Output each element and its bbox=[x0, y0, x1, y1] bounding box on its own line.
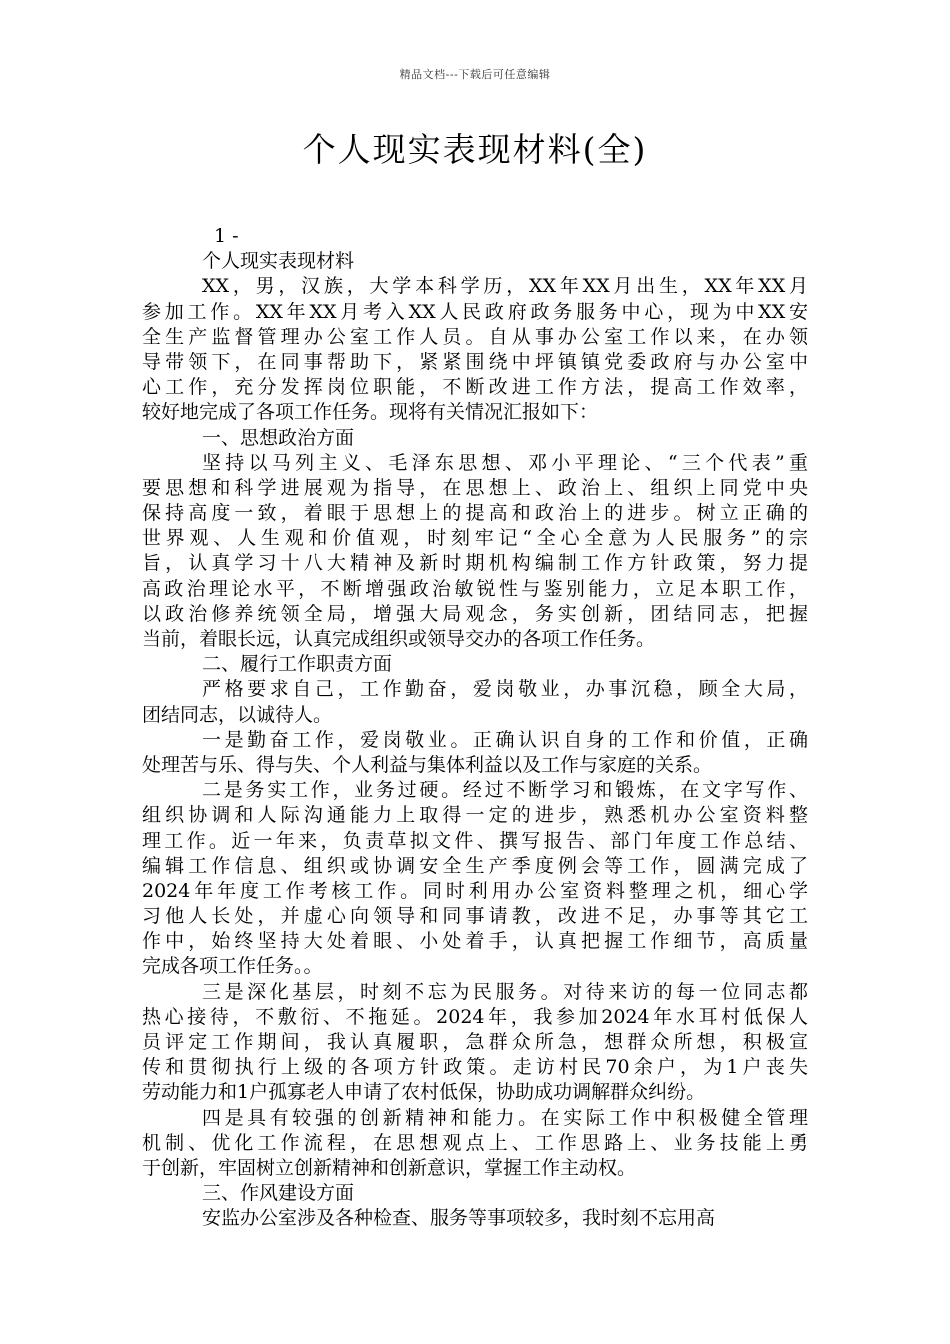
paragraph-line: 以政治修养统领全局，增强大局观念，务实创新，团结同志，把握 bbox=[142, 602, 808, 625]
paragraph-line: 三是深化基层，时刻不忘为民服务。对待来访的每一位同志都 bbox=[202, 980, 808, 1003]
paragraph-line: 作中，始终坚持大处着眼、小处着手，认真把握工作细节，高质量 bbox=[142, 930, 808, 953]
paragraph-line: 严格要求自己，工作勤奋，爱岗敬业，办事沉稳，顾全大局， bbox=[202, 678, 808, 701]
paragraph-line: 团结同志，以诚待人。 bbox=[142, 703, 333, 726]
document-title: 个人现实表现材料(全) bbox=[302, 130, 648, 169]
paragraph-line: 传和贯彻执行上级的各项方针政策。走访村民70余户，为1户丧失 bbox=[142, 1056, 808, 1079]
section-heading: 三、作风建设方面 bbox=[202, 1182, 355, 1205]
paragraph-line: 机制、优化工作流程，在思想观点上、工作思路上、业务技能上勇 bbox=[142, 1131, 808, 1154]
paragraph-line: 导带领下，在同事帮助下，紧紧围绕中坪镇镇党委政府与办公室中 bbox=[142, 350, 808, 373]
paragraph-line: 组织协调和人际沟通能力上取得一定的进步，熟悉机办公室资料整 bbox=[142, 804, 808, 827]
paragraph-line: 世界观、人生观和价值观，时刻牢记“全心全意为人民服务”的宗 bbox=[142, 527, 808, 550]
paragraph-line: 热心接待，不敷衍、不拖延。2024年，我参加2024年水耳村低保人 bbox=[142, 1005, 808, 1028]
paragraph-line: 要思想和科学进展观为指导，在思想上、政治上、组织上同党中央 bbox=[142, 476, 808, 499]
page-marker: 1 - bbox=[214, 225, 239, 247]
paragraph-line: 理工作。近一年来，负责草拟文件、撰写报告、部门年度工作总结、 bbox=[142, 829, 808, 852]
paragraph-line: 劳动能力和1户孤寡老人申请了农村低保，协助成功调解群众纠纷。 bbox=[142, 1081, 706, 1104]
paragraph-line: 参加工作。XX年XX月考入XX人民政府政务服务中心，现为中XX安 bbox=[142, 300, 808, 323]
paragraph-line: 处理苦与乐、得与失、个人利益与集体利益以及工作与家庭的关系。 bbox=[142, 753, 713, 776]
paragraph-line: 完成各项工作任务。。 bbox=[142, 955, 323, 978]
paragraph-line: 保持高度一致，着眼于思想上的提高和政治上的进步。树立正确的 bbox=[142, 502, 808, 525]
section-heading: 一、思想政治方面 bbox=[202, 426, 355, 449]
paragraph-line: 员评定工作期间，我认真履职，急群众所急，想群众所想，积极宣 bbox=[142, 1031, 808, 1053]
section-heading: 二、履行工作职责方面 bbox=[202, 653, 393, 676]
paragraph-line: 心工作，充分发挥岗位职能，不断改进工作方法，提高工作效率， bbox=[142, 376, 808, 399]
paragraph-line: XX，男，汉族，大学本科学历，XX年XX月出生，XX年XX月 bbox=[202, 275, 808, 298]
document-subtitle: 个人现实表现材料 bbox=[202, 250, 355, 273]
paragraph-line: 于创新，牢固树立创新精神和创新意识，掌握工作主动权。 bbox=[142, 1156, 637, 1179]
paragraph-line: 坚持以马列主义、毛泽东思想、邓小平理论、“三个代表”重 bbox=[202, 451, 808, 474]
paragraph-line: 当前，着眼长远，认真完成组织或领导交办的各项工作任务。 bbox=[142, 628, 656, 650]
paragraph-line: 习他人长处，并虚心向领导和同事请教，改进不足，办事等其它工 bbox=[142, 905, 808, 928]
paragraph-line: 二是务实工作，业务过硬。经过不断学习和锻炼，在文字写作、 bbox=[202, 779, 808, 802]
paragraph-line: 编辑工作信息、组织或协调安全生产季度例会等工作，圆满完成了 bbox=[142, 854, 808, 877]
paragraph-line: 旨，认真学习十八大精神及新时期机构编制工作方针政策，努力提 bbox=[142, 552, 808, 575]
paragraph-line: 四是具有较强的创新精神和能力。在实际工作中积极健全管理 bbox=[202, 1106, 808, 1129]
paragraph-line: 较好地完成了各项工作任务。现将有关情况汇报如下： bbox=[142, 401, 599, 424]
paragraph-line: 2024年年度工作考核工作。同时利用办公室资料整理之机，细心学 bbox=[142, 879, 808, 902]
paragraph-line: 一是勤奋工作，爱岗敬业。正确认识自身的工作和价值，正确 bbox=[202, 728, 808, 751]
paragraph-line: 安监办公室涉及各种检查、服务等事项较多，我时刻不忘用高 bbox=[202, 1207, 716, 1230]
paragraph-line: 全生产监督管理办公室工作人员。自从事办公室工作以来，在办领 bbox=[142, 325, 808, 348]
document-body bbox=[142, 224, 808, 1232]
paragraph-line: 高政治理论水平，不断增强政治敏锐性与鉴别能力，立足本职工作， bbox=[142, 577, 808, 600]
header-note: 精品文档---下载后可任意编辑 bbox=[399, 68, 551, 81]
